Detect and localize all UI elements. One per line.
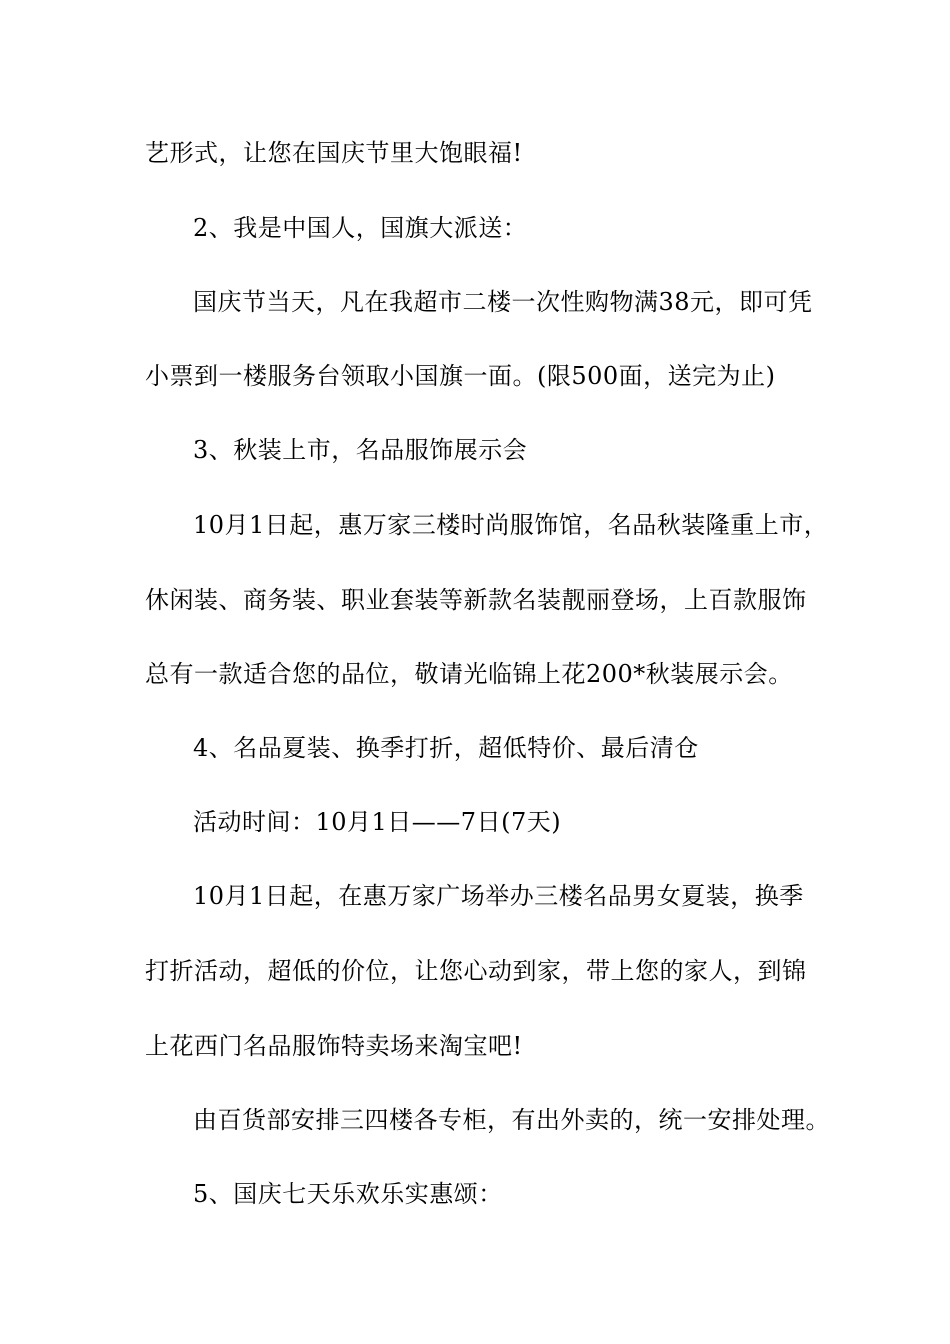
paragraph-line: 总有一款适合您的品位，敬请光临锦上花200*秋装展示会。 [145, 660, 793, 688]
activity-time-line: 活动时间：10月1日——7日(7天) [193, 808, 562, 836]
paragraph-line: 艺形式，让您在国庆节里大饱眼福! [145, 139, 523, 167]
paragraph-line: 国庆节当天，凡在我超市二楼一次性购物满38元，即可凭 [193, 288, 813, 316]
paragraph-line: 10月1日起，惠万家三楼时尚服饰馆，名品秋装隆重上市， [193, 511, 829, 539]
section-heading-4: 4、名品夏装、换季打折，超低特价、最后清仓 [193, 734, 699, 762]
paragraph-line: 休闲装、商务装、职业套装等新款名装靓丽登场，上百款服饰 [145, 586, 807, 614]
paragraph-line: 小票到一楼服务台领取小国旗一面。(限500面，送完为止) [145, 362, 776, 390]
section-heading-3: 3、秋装上市，名品服饰展示会 [193, 436, 528, 464]
paragraph-line: 由百货部安排三四楼各专柜，有出外卖的，统一安排处理。 [193, 1106, 830, 1134]
section-heading-5: 5、国庆七天乐欢乐实惠颂： [193, 1180, 503, 1208]
paragraph-line: 上花西门名品服饰特卖场来淘宝吧! [145, 1032, 523, 1060]
section-heading-2: 2、我是中国人，国旗大派送： [193, 214, 528, 242]
paragraph-line: 10月1日起，在惠万家广场举办三楼名品男女夏装，换季 [193, 882, 804, 910]
paragraph-line: 打折活动，超低的价位，让您心动到家，带上您的家人，到锦 [145, 957, 807, 985]
